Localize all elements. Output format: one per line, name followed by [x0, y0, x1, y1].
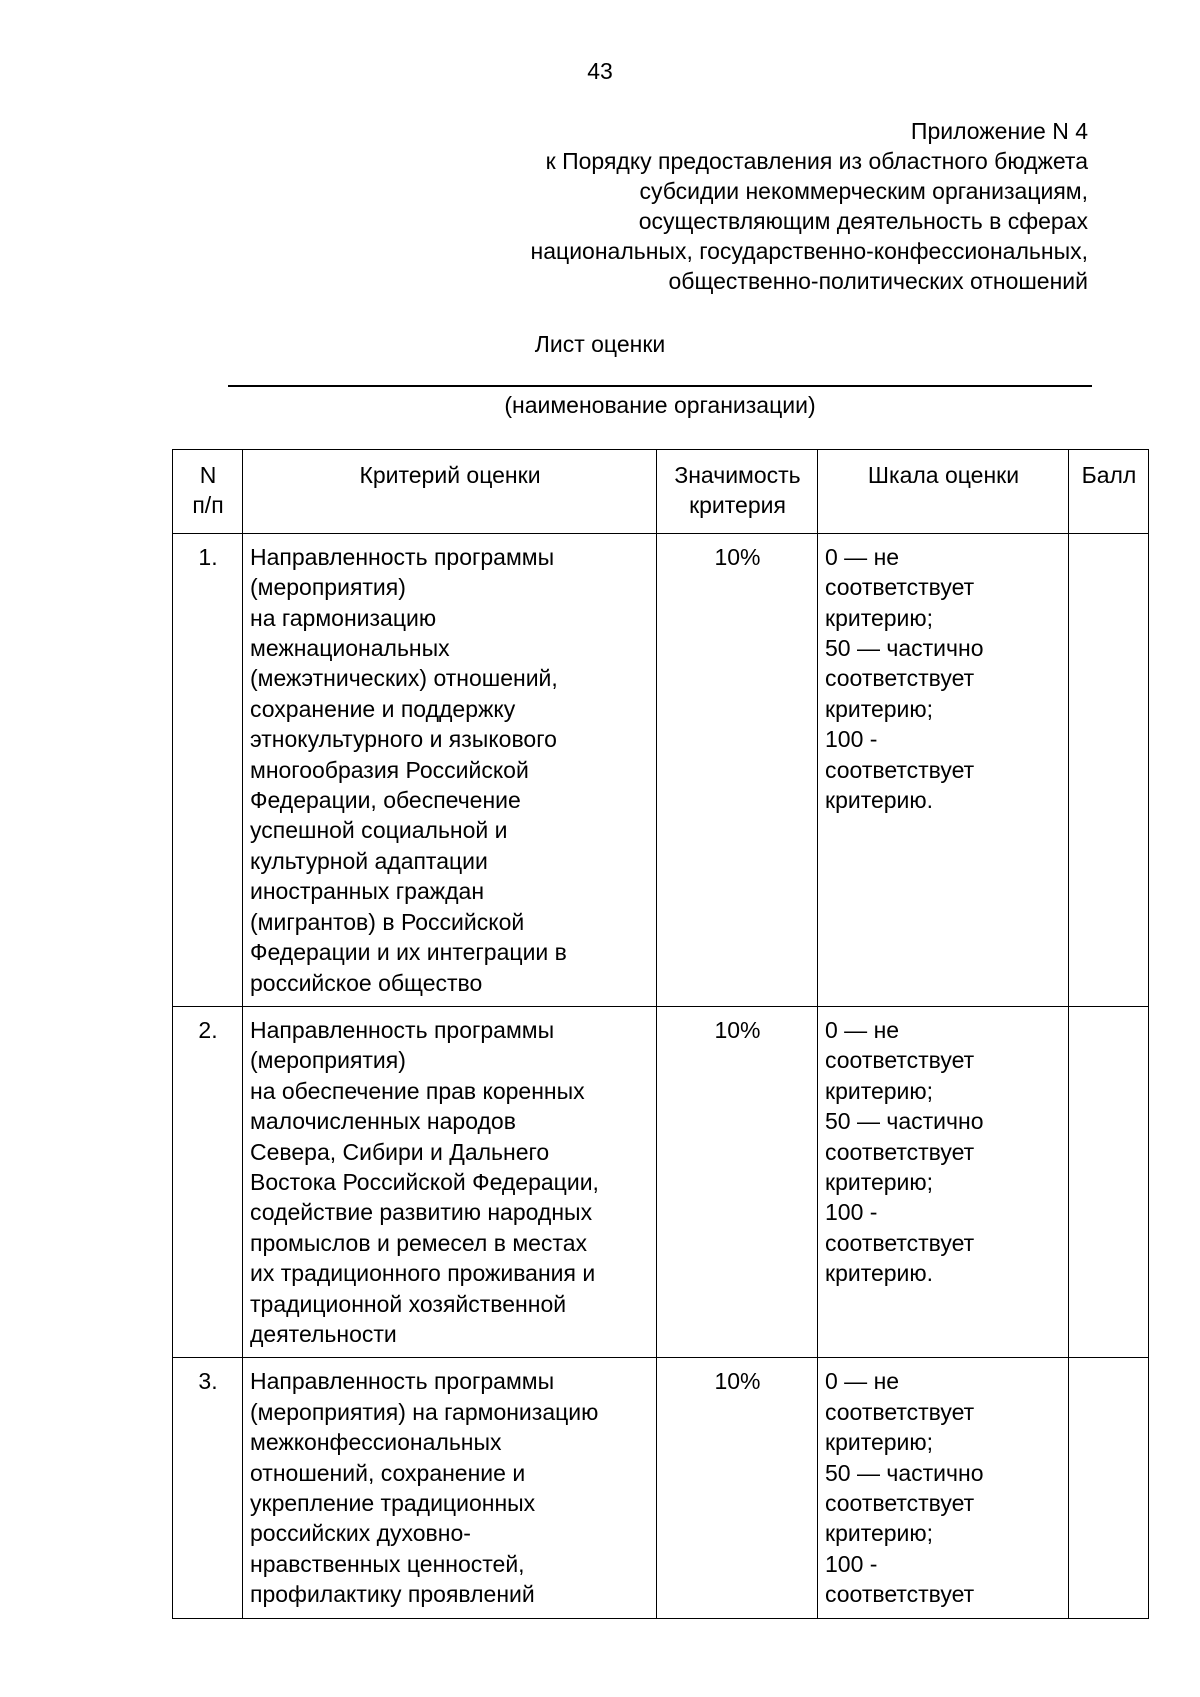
header-scale: Шкала оценки: [818, 450, 1069, 534]
criterion-line: (мероприятия): [250, 574, 406, 601]
criterion-line: на обеспечение прав коренных: [250, 1077, 585, 1104]
scale-line: 0 — не: [825, 1368, 900, 1395]
row-score: [1069, 1006, 1149, 1357]
scale-line: соответствует: [825, 1581, 975, 1608]
row-number: 2.: [173, 1006, 243, 1357]
scale-line: критерию;: [825, 1520, 934, 1547]
criterion-line: Направленность программы: [250, 543, 555, 570]
row-criterion: [243, 1006, 657, 1357]
row-criterion: [243, 1358, 657, 1618]
appendix-line: субсидии некоммерческим организациям,: [639, 178, 1088, 204]
scale-line: 50 — частично: [825, 1108, 984, 1135]
row-number: 3.: [173, 1358, 243, 1618]
scale-line: критерию;: [825, 1429, 934, 1456]
scale-line: соответствует: [825, 1398, 975, 1425]
criterion-line: межнациональных: [250, 635, 450, 662]
page-number: 43: [587, 58, 613, 84]
row-score: [1069, 1358, 1149, 1618]
row-scale: [818, 1358, 1069, 1618]
scale-line: критерию;: [825, 1077, 934, 1104]
criterion-line: Федерации, обеспечение: [250, 787, 521, 814]
appendix-line: Приложение N 4: [910, 118, 1088, 144]
row-criterion: [243, 533, 657, 1006]
scale-line: 100 -: [825, 726, 878, 753]
header-weight: [657, 450, 818, 534]
header-score: Балл: [1069, 450, 1149, 534]
header-weight-line: критерия: [689, 492, 786, 519]
criterion-line: межконфессиональных: [250, 1429, 502, 1456]
table-row: [173, 1358, 1149, 1618]
criterion-line: деятельности: [250, 1320, 397, 1347]
row-score: [1069, 533, 1149, 1006]
criterion-line: (межэтнических) отношений,: [250, 665, 558, 692]
organization-caption: (наименование организации): [504, 392, 816, 418]
appendix-line: общественно-политических отношений: [668, 268, 1088, 294]
scale-line: 0 — не: [825, 1016, 900, 1043]
criterion-line: на гармонизацию: [250, 604, 437, 631]
scale-line: критерию;: [825, 1168, 934, 1195]
scale-line: соответствует: [825, 756, 975, 783]
scale-line: 100 -: [825, 1550, 878, 1577]
criteria-table: [172, 449, 1149, 1619]
criterion-line: сохранение и поддержку: [250, 695, 516, 722]
scale-line: соответствует: [825, 1490, 975, 1516]
scale-line: критерию.: [825, 1260, 934, 1287]
header-criterion: Критерий оценки: [243, 450, 657, 534]
criterion-line: успешной социальной и: [250, 817, 508, 844]
header-num-line: п/п: [192, 492, 224, 519]
row-scale: [818, 1006, 1069, 1357]
criterion-line: Востока Российской Федерации,: [250, 1168, 599, 1195]
scale-line: соответствует: [825, 574, 975, 601]
scale-line: 50 — частично: [825, 1459, 984, 1486]
criterion-line: (мероприятия): [250, 1047, 406, 1074]
criterion-line: Направленность программы: [250, 1368, 555, 1395]
header-num: [173, 450, 243, 534]
criterion-line: Направленность программы: [250, 1016, 555, 1043]
criterion-line: малочисленных народов: [250, 1108, 516, 1135]
scale-line: соответствует: [825, 665, 975, 692]
criterion-line: Федерации и их интеграции в: [250, 939, 567, 966]
scale-line: 0 — не: [825, 543, 900, 570]
criterion-line: (мероприятия) на гармонизацию: [250, 1398, 599, 1425]
scale-line: соответствует: [825, 1047, 975, 1074]
row-weight: 10%: [657, 1358, 818, 1618]
criterion-line: (мигрантов) в Российской: [250, 908, 525, 935]
criterion-line: промыслов и ремесел в местах: [250, 1229, 588, 1256]
criterion-line: Севера, Сибири и Дальнего: [250, 1138, 550, 1165]
row-weight: 10%: [657, 1006, 818, 1357]
criterion-line: отношений, сохранение и: [250, 1459, 526, 1486]
appendix-line: осуществляющим деятельность в сферах: [638, 208, 1088, 234]
organization-name-line: [228, 385, 1092, 387]
scale-line: соответствует: [825, 1138, 975, 1165]
table-row: [173, 533, 1149, 1006]
appendix-header: [388, 116, 1088, 296]
criterion-line: этнокультурного и языкового: [250, 726, 557, 753]
criterion-line: профилактику проявлений: [250, 1581, 535, 1608]
scale-line: критерию;: [825, 695, 934, 722]
criterion-line: их традиционного проживания и: [250, 1260, 596, 1287]
row-scale: [818, 533, 1069, 1006]
criterion-line: российских духовно-: [250, 1520, 471, 1547]
criterion-line: иностранных граждан: [250, 878, 485, 905]
header-weight-line: Значимость: [674, 462, 801, 488]
appendix-line: к Порядку предоставления из областного бюджета: [545, 148, 1088, 174]
scale-line: соответствует: [825, 1229, 975, 1256]
criterion-line: традиционной хозяйственной: [250, 1290, 567, 1317]
criterion-line: нравственных ценностей,: [250, 1550, 525, 1577]
scale-line: 50 — частично: [825, 635, 984, 662]
appendix-line: национальных, государственно-конфессиональных,: [530, 238, 1088, 264]
criterion-line: многообразия Российской: [250, 756, 529, 783]
criterion-line: содействие развитию народных: [250, 1199, 593, 1226]
criterion-line: культурной адаптации: [250, 847, 488, 874]
row-weight: 10%: [657, 533, 818, 1006]
row-number: 1.: [173, 533, 243, 1006]
scale-line: 100 -: [825, 1199, 878, 1226]
scale-line: критерию;: [825, 604, 934, 631]
criterion-line: российское общество: [250, 969, 483, 996]
sheet-title: Лист оценки: [534, 331, 666, 357]
scale-line: критерию.: [825, 787, 934, 814]
criterion-line: укрепление традиционных: [250, 1490, 536, 1516]
header-num-line: N: [199, 462, 217, 488]
table-row: [173, 1006, 1149, 1357]
table-header-row: [173, 450, 1149, 534]
